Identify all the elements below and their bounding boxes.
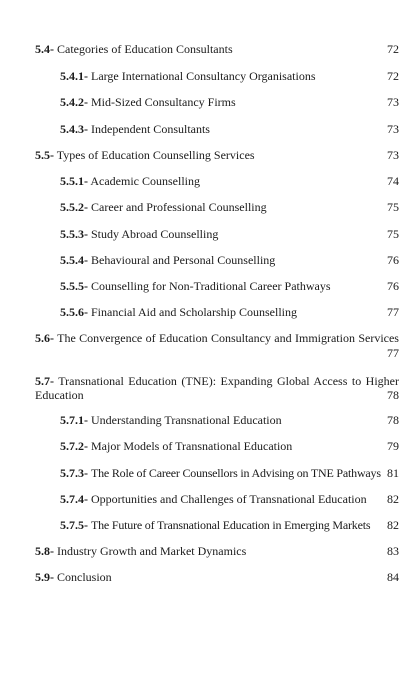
toc-entry-5-6 (35, 331, 399, 345)
page-number: 78 (387, 413, 399, 427)
toc-entry-5-5-3 (60, 227, 218, 241)
toc-entry-5-5-6 (60, 305, 297, 319)
section-number: 5.5.4- (60, 253, 88, 267)
section-title: Behavioural and Personal Counselling (91, 253, 276, 267)
section-number: 5.5- (35, 148, 54, 162)
toc-entry-5-5-2 (60, 200, 267, 214)
section-number: 5.9- (35, 570, 54, 584)
page-number: 81 (387, 466, 399, 480)
section-number: 5.5.5- (60, 279, 88, 293)
toc-entry-5-7-5 (60, 518, 370, 532)
page-number: 82 (387, 492, 399, 506)
page-number: 73 (387, 148, 399, 162)
section-title: Career and Professional Counselling (91, 200, 267, 214)
section-title: Large International Consultancy Organisations (91, 69, 316, 83)
section-title: Industry Growth and Market Dynamics (57, 544, 247, 558)
page-number: 82 (387, 518, 399, 532)
toc-entry-5-7-3 (60, 466, 381, 480)
toc-entry-5-7-continuation (35, 388, 84, 402)
section-title: The Convergence of Education Consultancy and Immigration Services (57, 331, 399, 345)
section-title: Major Models of Transnational Education (91, 439, 293, 453)
section-title: Categories of Education Consultants (57, 42, 233, 56)
section-number: 5.7- (35, 374, 54, 388)
section-number: 5.5.6- (60, 305, 88, 319)
section-number: 5.4.2- (60, 95, 88, 109)
toc-entry-5-7-1 (60, 413, 282, 427)
toc-entry-5-4-3 (60, 122, 210, 136)
toc-entry-5-5-4 (60, 253, 275, 267)
section-number: 5.7.3- (60, 466, 88, 480)
toc-entry-5-7-4 (60, 492, 367, 506)
section-title: Transnational Education (TNE): Expanding Global Access to Higher (58, 374, 399, 388)
page-number: 75 (387, 200, 399, 214)
toc-entry-5-4-1 (60, 69, 316, 83)
section-title: Academic Counselling (90, 174, 200, 188)
page-number: 73 (387, 122, 399, 136)
toc-entry-5-4-2 (60, 95, 236, 109)
section-number: 5.6- (35, 331, 54, 345)
section-title: Conclusion (57, 570, 112, 584)
page-number: 77 (387, 346, 399, 360)
toc-entry-5-9 (35, 570, 112, 584)
page-number: 78 (387, 388, 399, 402)
page-number: 76 (387, 253, 399, 267)
section-number: 5.4- (35, 42, 54, 56)
section-number: 5.7.5- (60, 518, 88, 532)
section-number: 5.7.4- (60, 492, 88, 506)
section-title: Study Abroad Counselling (91, 227, 219, 241)
page-number: 74 (387, 174, 399, 188)
section-title: The Future of Transnational Education in Emerging Markets (91, 518, 371, 532)
page-number: 73 (387, 95, 399, 109)
page-number: 72 (387, 42, 399, 56)
section-title: Types of Education Counselling Services (56, 148, 255, 162)
section-number: 5.7.1- (60, 413, 88, 427)
toc-entry-5-8 (35, 544, 246, 558)
section-title-continuation: Education (35, 388, 84, 402)
section-number: 5.5.3- (60, 227, 88, 241)
section-title: Financial Aid and Scholarship Counselling (91, 305, 297, 319)
page-number: 79 (387, 439, 399, 453)
section-title: Independent Consultants (91, 122, 210, 136)
section-title: Understanding Transnational Education (91, 413, 282, 427)
page-number: 75 (387, 227, 399, 241)
toc-entry-5-5 (35, 148, 255, 162)
page-number: 76 (387, 279, 399, 293)
section-title: Mid-Sized Consultancy Firms (91, 95, 236, 109)
section-number: 5.8- (35, 544, 54, 558)
page-number: 83 (387, 544, 399, 558)
page-number: 72 (387, 69, 399, 83)
section-number: 5.4.3- (60, 122, 88, 136)
toc-entry-5-7 (35, 374, 399, 388)
page-number: 84 (387, 570, 399, 584)
section-number: 5.7.2- (60, 439, 88, 453)
toc-entry-5-7-2 (60, 439, 292, 453)
section-number: 5.4.1- (60, 69, 88, 83)
section-title: Opportunities and Challenges of Transnational Education (91, 492, 367, 506)
toc-entry-5-5-1 (60, 174, 200, 188)
toc-entry-5-4 (35, 42, 233, 56)
section-number: 5.5.2- (60, 200, 88, 214)
section-title: Counselling for Non-Traditional Career Pathways (91, 279, 331, 293)
toc-entry-5-5-5 (60, 279, 331, 293)
page-number: 77 (387, 305, 399, 319)
section-title: The Role of Career Counsellors in Advising on TNE Pathways (91, 466, 381, 480)
section-number: 5.5.1- (60, 174, 88, 188)
